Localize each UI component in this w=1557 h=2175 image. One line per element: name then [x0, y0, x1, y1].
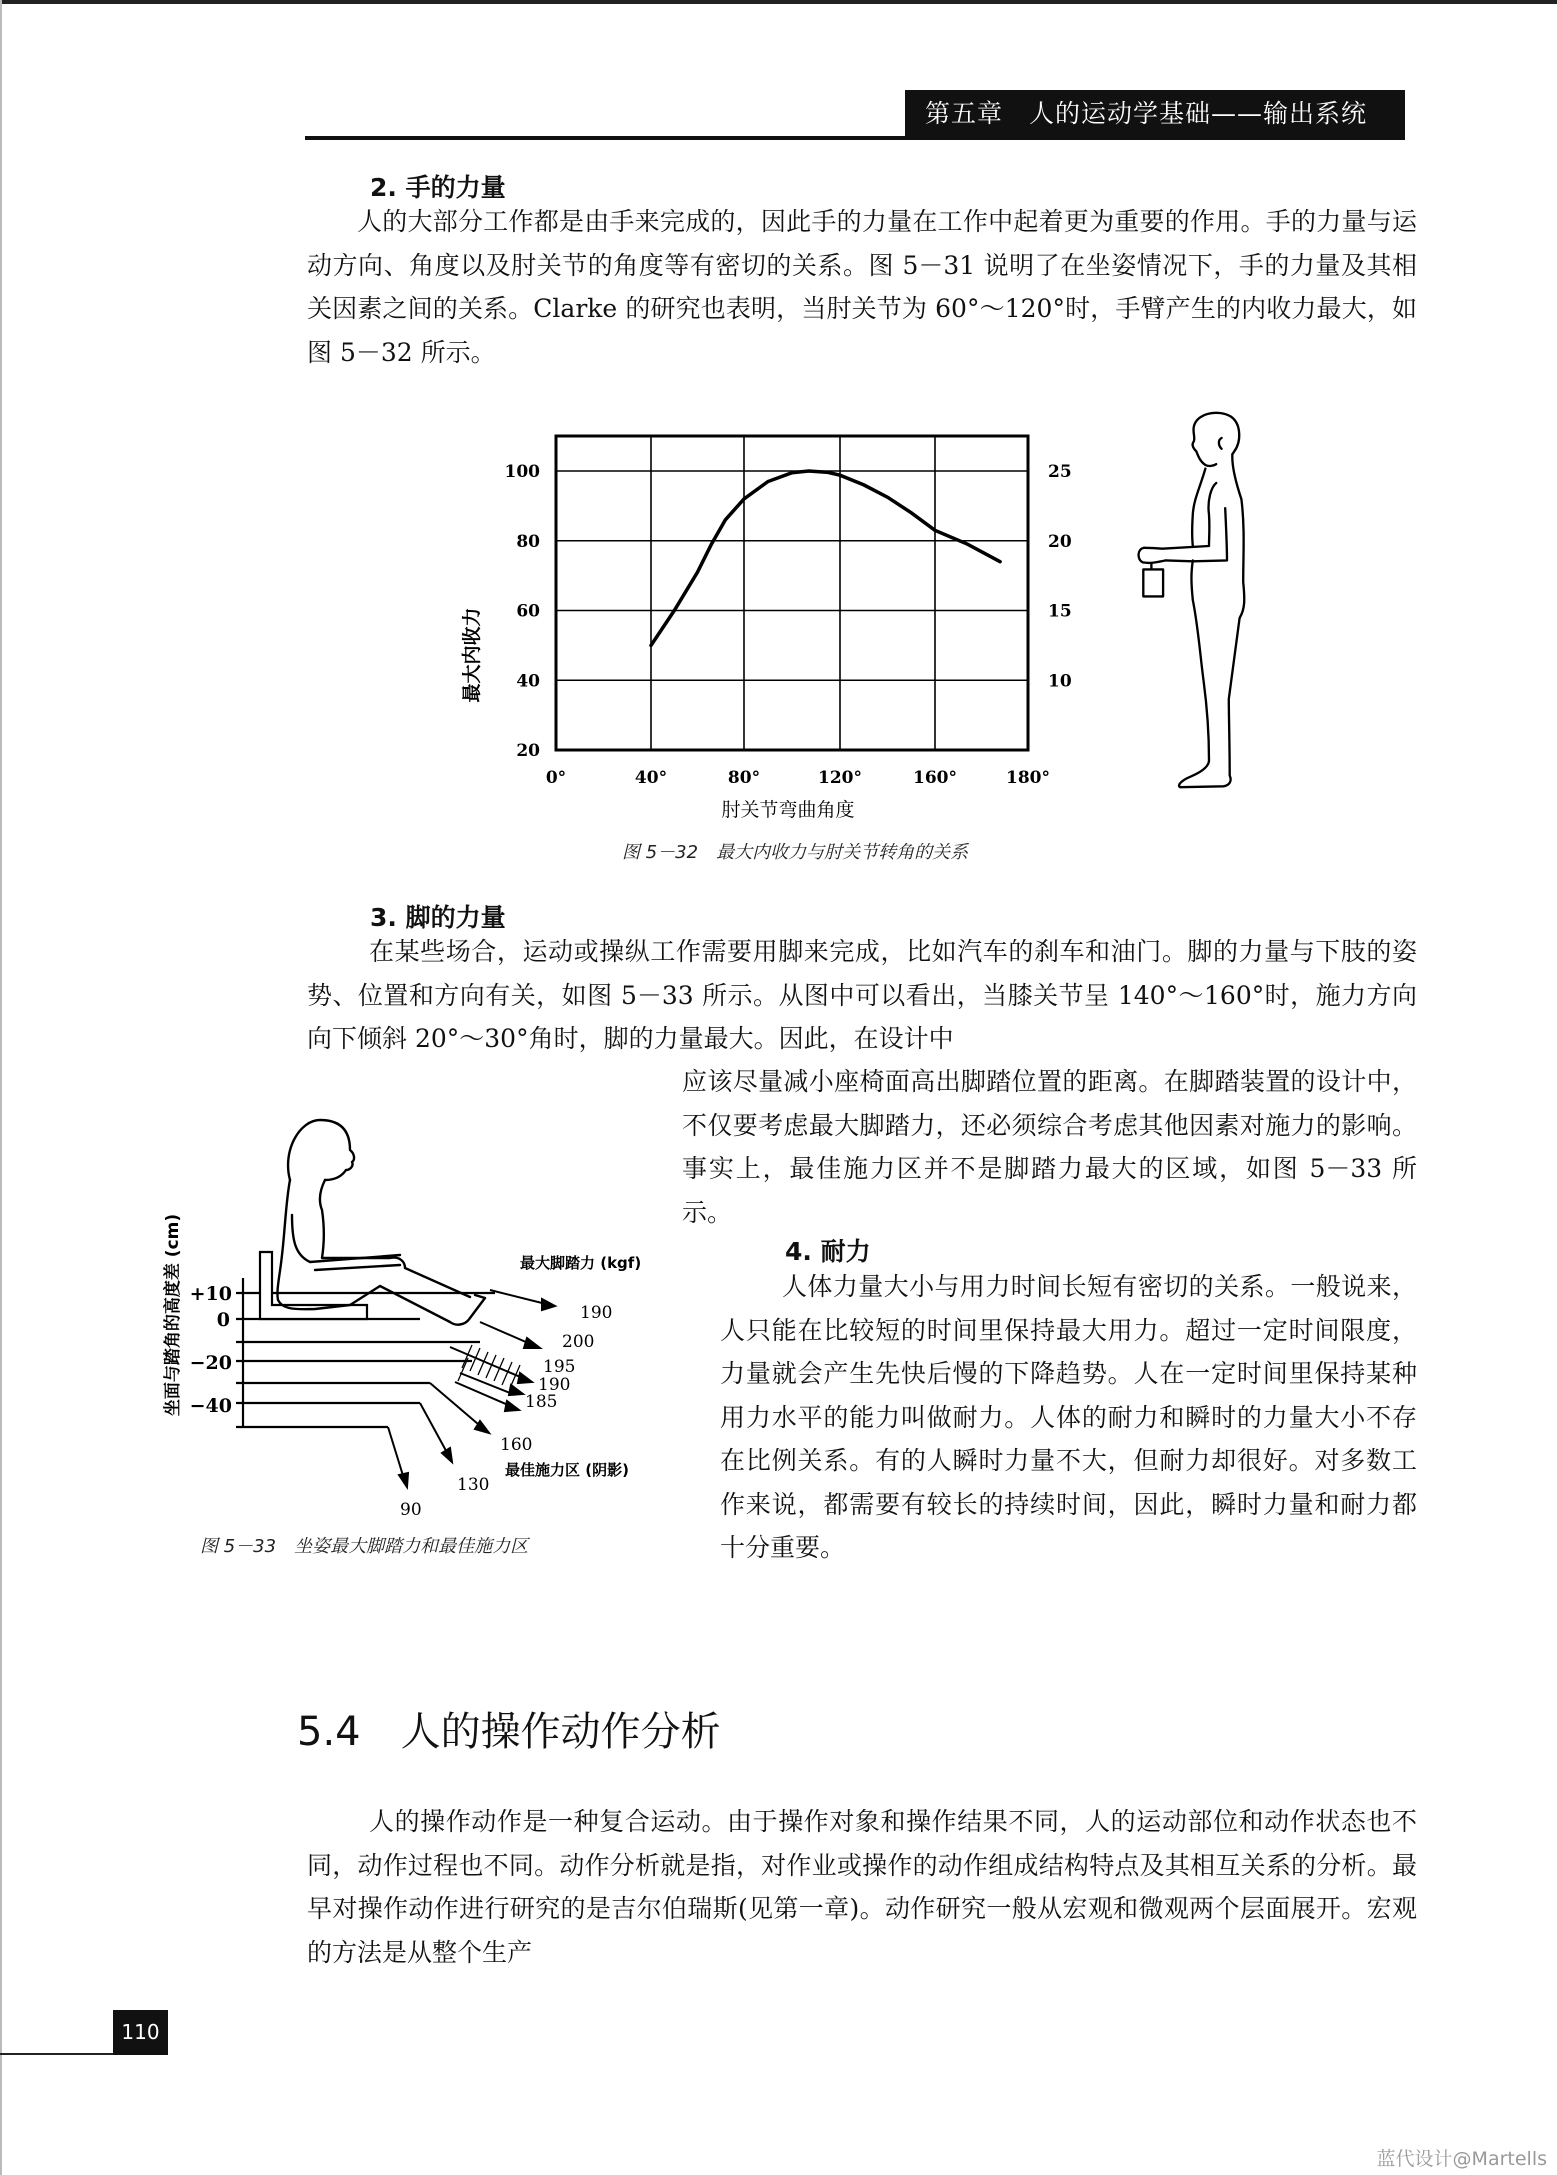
page-left-edge	[0, 0, 2, 2175]
force-value: 200	[562, 1332, 595, 1352]
paragraph-hand-strength: 人的大部分工作都是由手来完成的，因此手的力量在工作中起着更为重要的作用。手的力量与运动方向、角度以及肘关节的角度等有密切的关系。图 5－31 说明了在坐姿情况下，手的力量及其相关因素之间的关系。Clarke 的研究也表明，当肘关节为 60°～120°时，手臂产生的内收力最大，如图 5－32 所示。	[307, 207, 1417, 367]
force-value: 185	[525, 1392, 558, 1412]
y-tick-plus10: +10	[189, 1283, 232, 1305]
standing-figure-holding-weight	[1110, 390, 1290, 810]
y-tick-label: 40	[516, 671, 540, 692]
page-top-edge	[0, 0, 1557, 4]
y-tick-minus20: −20	[189, 1352, 232, 1374]
heading-foot-strength: 3. 脚的力量	[370, 903, 506, 932]
figure-back	[1179, 454, 1244, 787]
y2-tick-label: 25	[1048, 462, 1072, 482]
y2-tick-label: 10	[1048, 671, 1072, 692]
force-value: 190	[580, 1303, 613, 1323]
figure-ear	[1219, 438, 1222, 449]
footer-rule	[0, 2053, 115, 2055]
section-title-5-4: 5.4 人的操作动作分析	[297, 1709, 721, 1755]
force-value: 195	[543, 1357, 576, 1377]
force-value: 190	[538, 1375, 571, 1395]
x-tick-label: 160°	[913, 768, 957, 788]
weight-icon	[1143, 569, 1163, 596]
y-tick-label: 80	[516, 531, 540, 552]
seated-person-front	[320, 1180, 470, 1297]
paragraph-operation-analysis: 人的操作动作是一种复合运动。由于操作对象和操作结果不同，人的运动部位和动作状态也不同，动作过程也不同。动作分析就是指，对作业或操作的动作组成结构特点及其相互关系的分析。最早对操作动作进行研究的是吉尔伯瑞斯(见第一章)。动作研究一般从宏观和微观两个层面展开。宏观的方法是从整个生产	[307, 1807, 1417, 1967]
best-force-zone-label: 最佳施力区 (阴影)	[505, 1461, 629, 1479]
x-tick-label: 0°	[545, 768, 567, 788]
watermark: 蓝代设计@Martells	[1376, 2148, 1547, 2170]
y-tick-0: 0	[216, 1309, 230, 1331]
seated-person-back	[277, 1180, 485, 1325]
y-axis-label: 坐面与踏角的高度差 (cm)	[163, 1213, 183, 1417]
x-tick-label: 120°	[818, 768, 862, 788]
heading-endurance: 4. 耐力	[785, 1237, 871, 1266]
max-pedal-force-label: 最大脚踏力 (kgf)	[520, 1254, 642, 1272]
force-value: 160	[500, 1435, 533, 1455]
figure-hand	[1139, 548, 1166, 563]
best-force-zone-hatch	[458, 1345, 520, 1388]
figure-5-32-caption: 图 5－32 最大内收力与肘关节转角的关系	[622, 842, 969, 863]
heading-hand-strength: 2. 手的力量	[370, 173, 506, 202]
chart-adduction-force	[440, 420, 1080, 830]
y2-tick-label: 15	[1048, 601, 1072, 622]
chapter-header: 第五章 人的运动学基础——输出系统	[905, 90, 1405, 138]
figure-arm	[1144, 483, 1227, 561]
page-number: 110	[113, 2010, 168, 2055]
y-tick-label: 20	[516, 741, 540, 761]
force-value: 90	[400, 1500, 422, 1520]
chart-grid	[556, 436, 1028, 750]
paragraph-endurance: 人体力量大小与用力时间长短有密切的关系。一般说来，人只能在比较短的时间里保持最大用力。超过一定时间限度，力量就会产生先快后慢的下降趋势。人在一定时间里保持某种用力水平的能力叫做耐力。人体的耐力和瞬时的力量大小不存在比例关系。有的人瞬时力量不大，但耐力却很好。对多数工作来说，都需要有较长的持续时间，因此，瞬时力量和耐力都十分重要。	[720, 1272, 1417, 1562]
y-tick-label: 60	[516, 601, 540, 622]
y-axis-label: 最大内收力	[461, 607, 483, 703]
x-axis-label: 肘关节弯曲角度	[721, 799, 855, 821]
x-tick-label: 80°	[727, 768, 761, 788]
plot-frame	[556, 436, 1028, 750]
x-tick-label: 40°	[634, 768, 668, 788]
figure-5-33-caption: 图 5－33 坐姿最大脚踏力和最佳施力区	[200, 1536, 529, 1557]
chart-ticks	[505, 462, 1072, 788]
paragraph-foot-strength: 在某些场合，运动或操纵工作需要用脚来完成，比如汽车的刹车和油门。脚的力量与下肢的姿势、位置和方向有关，如图 5－33 所示。从图中可以看出，当膝关节呈 140°～160°时，施力方向向下倾斜 20°～30°角时，脚的力量最大。因此，在设计中	[307, 937, 1417, 1053]
figure-front	[1192, 469, 1205, 546]
y-tick-minus40: −40	[189, 1395, 232, 1417]
paragraph-foot-strength-cont: 应该尽量减小座椅面高出脚踏位置的距离。在脚踏装置的设计中，不仅要考虑最大脚踏力，还必须综合考虑其他因素对施力的影响。事实上，最佳施力区并不是脚踏力最大的区域，如图 5－33 所示。	[682, 1067, 1417, 1227]
figure-seated-pedal-force	[150, 1090, 680, 1520]
x-tick-label: 180°	[1006, 768, 1050, 788]
y-tick-label: 100	[504, 462, 540, 482]
series-line-adduction-force	[651, 471, 1000, 645]
y2-tick-label: 20	[1048, 531, 1072, 552]
seated-person-head	[288, 1120, 354, 1180]
force-value: 130	[457, 1475, 490, 1495]
seated-person-arm	[292, 1215, 400, 1270]
